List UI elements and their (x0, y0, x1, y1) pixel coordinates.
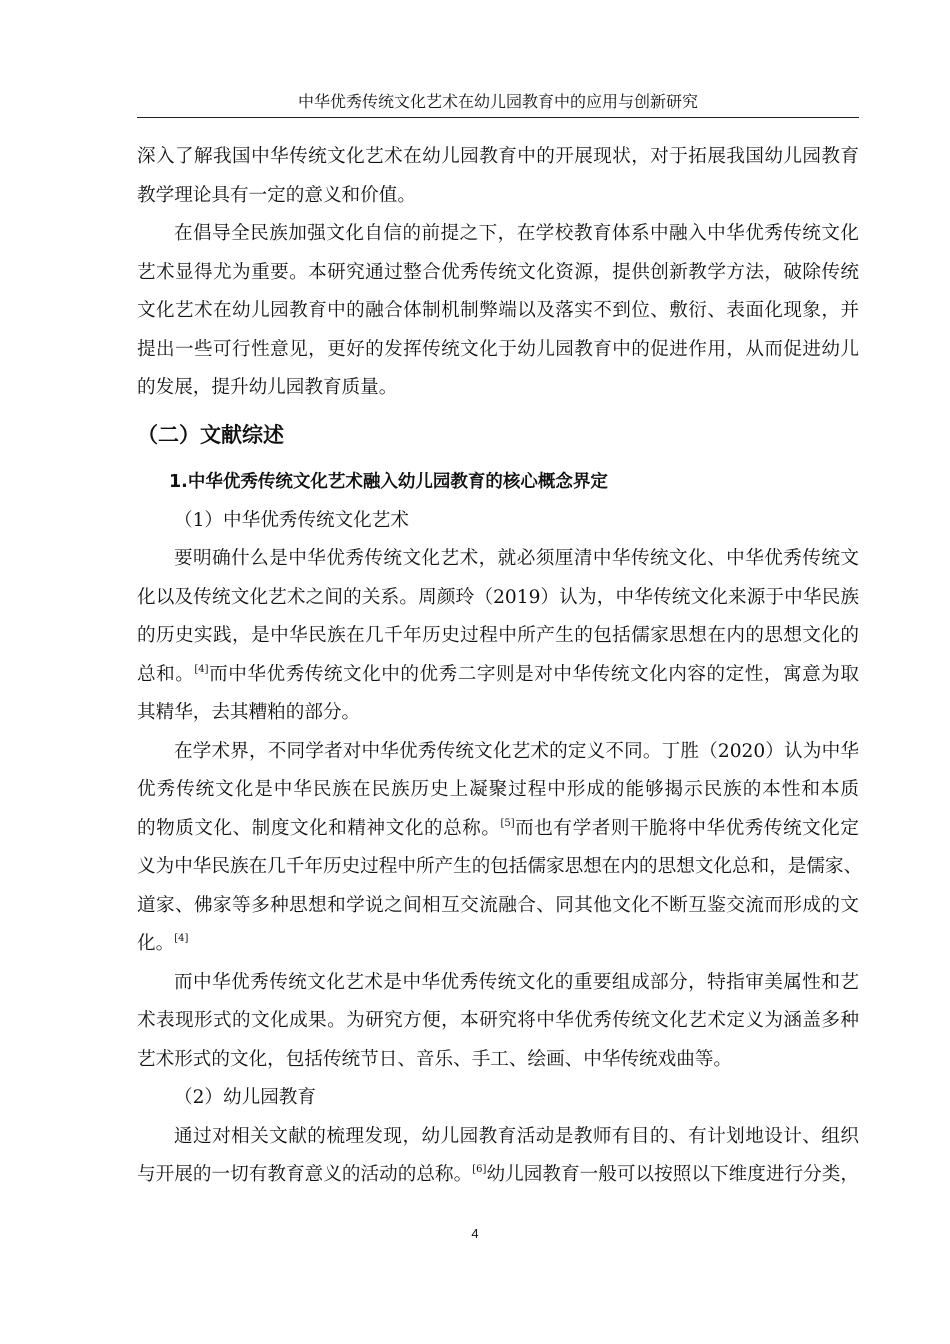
intro-line: 深入了解我国中华传统文化艺术在幼儿园教育中的开展现状，对于拓展我国幼儿园教育 (137, 146, 859, 167)
paragraph-line: 要明确什么是中华优秀传统文化艺术，就必须厘清中华传统文化、中华优秀传统文 (174, 548, 859, 569)
citation-ref: [4] (174, 933, 189, 944)
text-run: 化。 (137, 933, 175, 954)
intro-line: 教学理论具有一定的意义和价值。 (137, 184, 416, 206)
paragraph-line: 艺术显得尤为重要。本研究通过整合优秀传统文化资源，提供创新教学方法，破除传统 (137, 261, 859, 283)
page-number: 4 (471, 1226, 479, 1241)
paragraph-line: 术表现形式的文化成果。为研究方便，本研究将中华优秀传统文化艺术定义为涵盖多种 (137, 1010, 859, 1031)
paragraph-line: 通过对相关文献的梳理发现，幼儿园教育活动是教师有目的、有计划地设计、组织 (174, 1125, 859, 1147)
citation-ref: [5] (500, 817, 515, 829)
paragraph-line: 优秀传统文化是中华民族在民族历史上凝聚过程中形成的能够揭示民族的本性和本质 (137, 779, 859, 800)
paragraph-line: 在学术界，不同学者对中华优秀传统文化艺术的定义不同。丁胜（2020）认为中华 (174, 740, 859, 762)
text-run: 与开展的一切有教育意义的活动的总称。 (137, 1164, 473, 1185)
paragraph-line (137, 1156, 859, 1195)
paragraph-line: 道家、佛家等多种思想和学说之间相互交流融合、同其他文化不断互鉴交流而形成的文 (137, 894, 859, 916)
item-heading: （1）中华优秀传统文化艺术 (174, 509, 409, 531)
paragraph-line: 在倡导全民族加强文化自信的前提之下，在学校教育体系中融入中华优秀传统文化 (174, 223, 859, 244)
paragraph-line: 文化艺术在幼儿园教育中的融合体制机制弊端以及落实不到位、敷衍、表面化现象，并 (137, 300, 859, 321)
paragraph-line: 义为中华民族在几千年历史过程中所产生的包括儒家思想在内的思想文化总和，是儒家、 (137, 856, 863, 877)
citation-ref: [6] (472, 1164, 487, 1175)
paragraph-line: 的发展，提升幼儿园教育质量。 (137, 377, 398, 398)
paragraph-line: 艺术形式的文化，包括传统节日、音乐、手工、绘画、中华传统戏曲等。 (137, 1048, 733, 1070)
text-run: 幼儿园教育一般可以按照以下维度进行分类， (486, 1164, 859, 1185)
paragraph-line (137, 925, 859, 964)
paragraph-line: 的历史实践，是中华民族在几千年历史过程中所产生的包括儒家思想在内的思想文化的 (137, 625, 859, 646)
text-run: 而中华优秀传统文化中的优秀二字则是对中华传统文化内容的定性，寓意为取 (208, 663, 859, 685)
text-run: 的物质文化、制度文化和精神文化的总称。 (137, 817, 501, 839)
running-header: 中华优秀传统文化艺术在幼儿园教育中的应用与创新研究 (297, 92, 698, 111)
section-heading: （二）文献综述 (137, 422, 284, 447)
citation-ref: [4] (194, 663, 209, 675)
paragraph-line (137, 656, 859, 695)
paragraph-line: 提出一些可行性意见，更好的发挥传统文化于幼儿园教育中的促进作用，从而促进幼儿 (137, 338, 859, 360)
page-body (137, 138, 863, 1195)
header-rule (137, 117, 859, 118)
text-run: 而也有学者则干脆将中华优秀传统文化定 (514, 817, 859, 839)
paragraph-line: 化以及传统文化艺术之间的关系。周颜玲（2019）认为，中华传统文化来源于中华民族 (137, 586, 859, 608)
subsection-heading: 1.中华优秀传统文化艺术融入幼儿园教育的核心概念界定 (169, 471, 608, 492)
paragraph-line (137, 810, 859, 849)
item-heading: （2）幼儿园教育 (174, 1087, 316, 1108)
paragraph-line: 而中华优秀传统文化艺术是中华优秀传统文化的重要组成部分，特指审美属性和艺 (174, 971, 859, 993)
text-run: 总和。 (137, 663, 195, 685)
paragraph-line: 其精华，去其糟粕的部分。 (137, 702, 361, 723)
